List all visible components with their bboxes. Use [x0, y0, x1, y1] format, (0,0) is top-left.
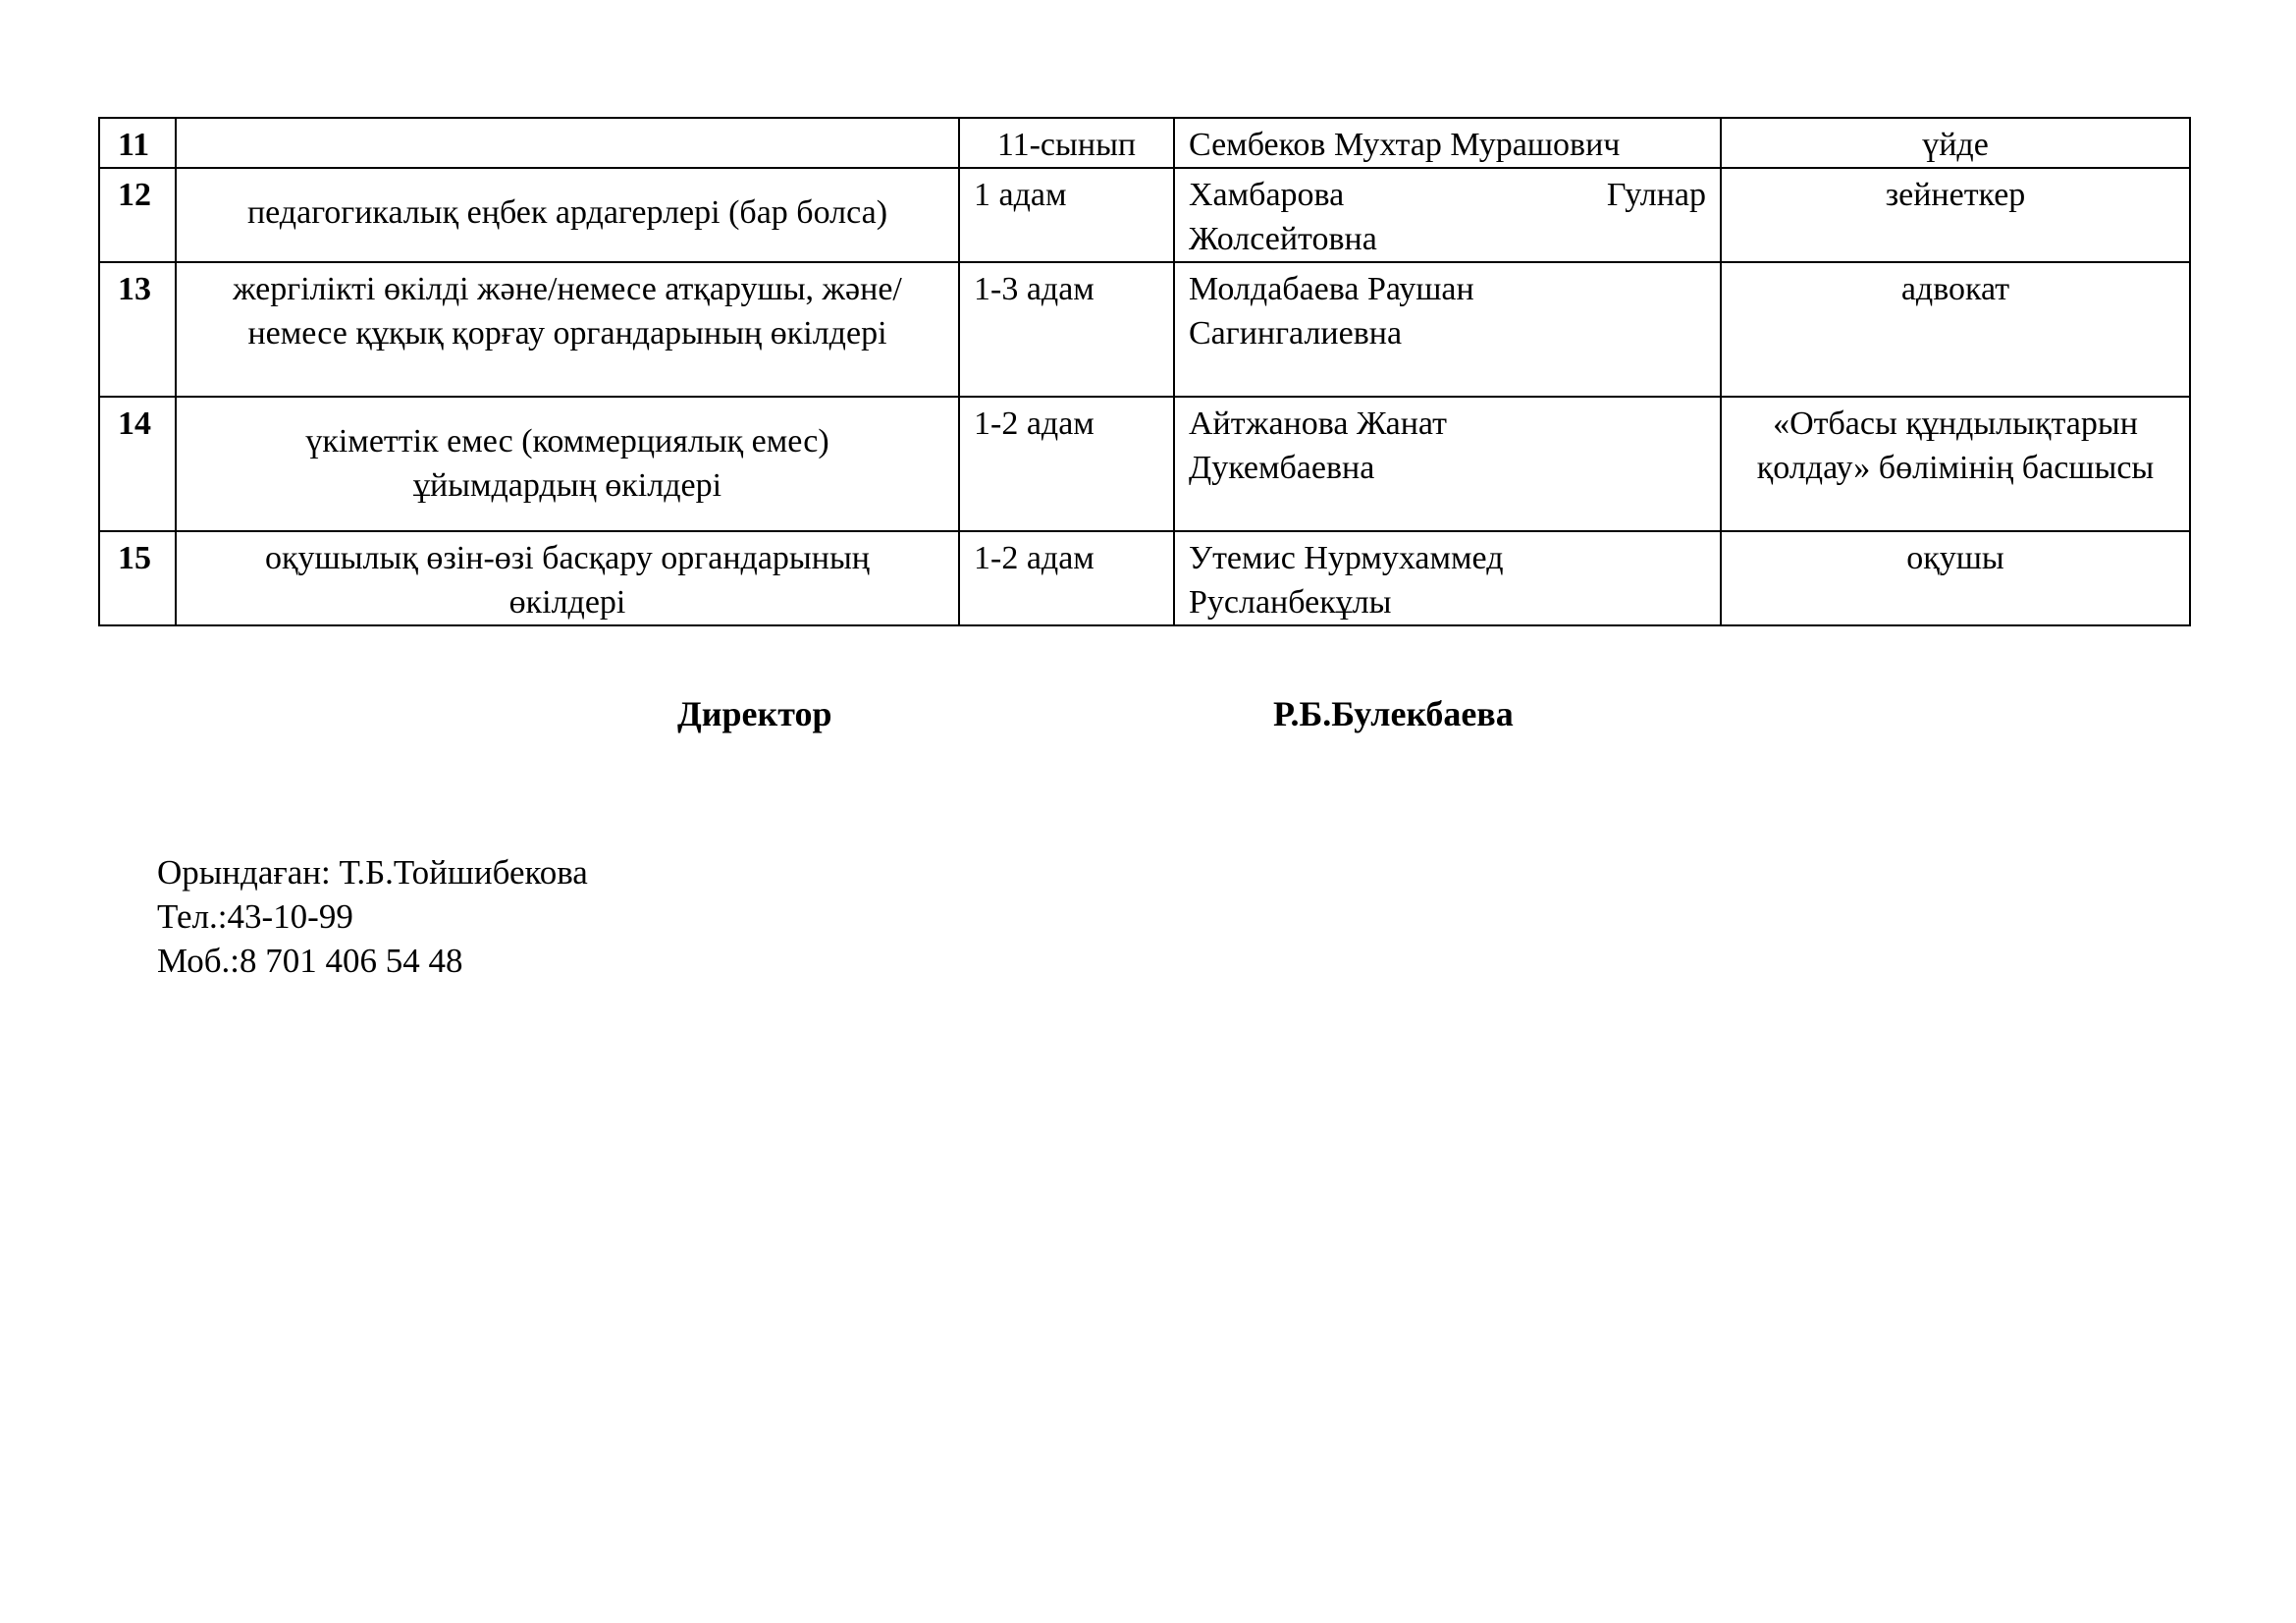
- row-number: 13: [99, 262, 176, 397]
- category-cell: оқушылық өзін-өзі басқару органдарының өкілдері: [176, 531, 959, 625]
- position-cell: адвокат: [1721, 262, 2190, 397]
- table-row: [99, 262, 2190, 397]
- member-surname: Хамбарова: [1189, 177, 1345, 213]
- position-cell: зейнеткер: [1721, 168, 2190, 262]
- signature-title: Директор: [677, 694, 832, 733]
- member-name-cell: Айтжанова Жанат Дукембаевна: [1174, 397, 1721, 531]
- members-table: [98, 117, 2191, 626]
- count-cell: 1-2 адам: [959, 397, 1174, 531]
- position-cell: оқушы: [1721, 531, 2190, 625]
- member-name-cell: [1174, 168, 1721, 262]
- count-cell: 11-сынып: [959, 118, 1174, 168]
- executor-mobile: Моб.:8 701 406 54 48: [157, 942, 463, 980]
- member-given-name: Гулнар: [1606, 177, 1706, 213]
- member-name-first-line: [1189, 173, 1706, 217]
- table-row: [99, 531, 2190, 625]
- executor-phone: Тел.:43-10-99: [157, 897, 353, 936]
- position-cell: үйде: [1721, 118, 2190, 168]
- category-cell: [176, 118, 959, 168]
- table-row: [99, 168, 2190, 262]
- member-name-cell: Молдабаева Раушан Сагингалиевна: [1174, 262, 1721, 397]
- row-number: 15: [99, 531, 176, 625]
- row-number: 12: [99, 168, 176, 262]
- category-cell: жергілікті өкілді және/немесе атқарушы, және/немесе құқық қорғау органдарының өкілдері: [176, 262, 959, 397]
- row-number: 11: [99, 118, 176, 168]
- table-row: [99, 118, 2190, 168]
- member-patronymic: Жолсейтовна: [1189, 221, 1377, 257]
- count-cell: 1 адам: [959, 168, 1174, 262]
- signature-name: Р.Б.Булекбаева: [1273, 694, 1514, 733]
- executor-name: Орындаған: Т.Б.Тойшибекова: [157, 853, 588, 892]
- table-row: [99, 397, 2190, 531]
- row-number: 14: [99, 397, 176, 531]
- count-cell: 1-2 адам: [959, 531, 1174, 625]
- member-name-cell: Утемис Нурмухаммед Русланбекұлы: [1174, 531, 1721, 625]
- executor-contacts: [157, 850, 588, 983]
- count-cell: 1-3 адам: [959, 262, 1174, 397]
- category-cell: педагогикалық еңбек ардагерлері (бар болса): [176, 168, 959, 262]
- position-cell: «Отбасы құндылықтарын қолдау» бөлімінің басшысы: [1721, 397, 2190, 531]
- category-cell: үкіметтік емес (коммерциялық емес) ұйымдардың өкілдері: [176, 397, 959, 531]
- member-name-cell: Сембеков Мухтар Мурашович: [1174, 118, 1721, 168]
